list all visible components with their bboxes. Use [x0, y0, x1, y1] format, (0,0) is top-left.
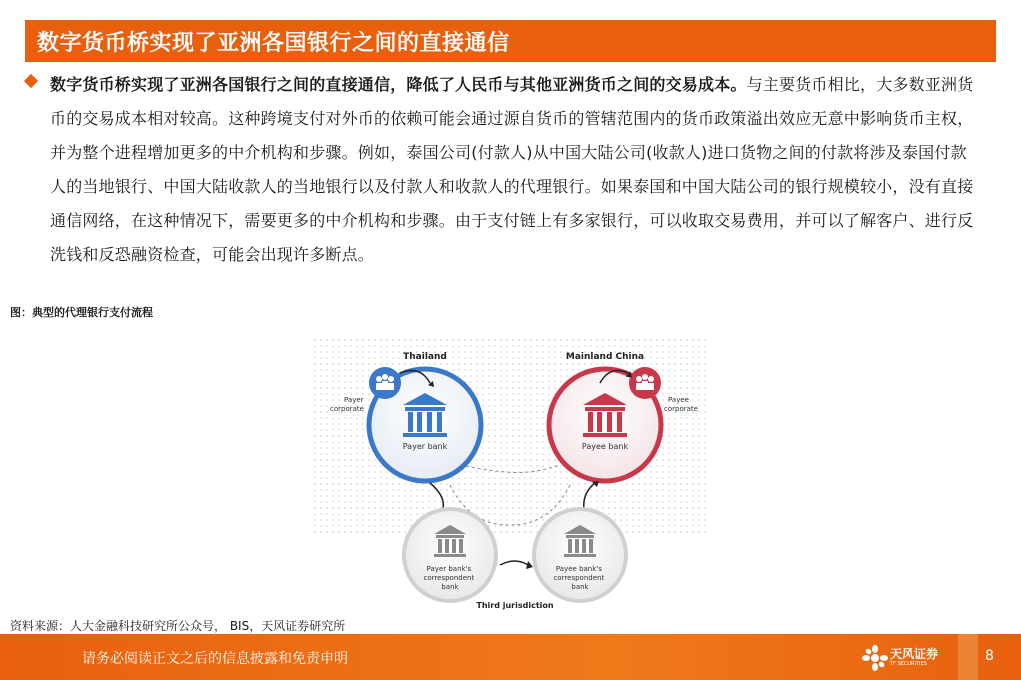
- body-text: 与主要货币相比，大多数亚洲货币的交易成本相对较高。这种跨境支付对外币的依赖可能会通过源自货币的管辖范围内的货币政策溢出效应无意中影响货币主权，并为整个进程增加更多的中介机构和步骤。例如，泰国公司(付款人)从中国大陆公司(收款人)进口货物之间的付款将涉及泰国付款人的当地银行、中国大陆收款人的当地银行以及付款人和收款人的代理银行。如果泰国和中国大陆公司的银行规模较小，没有直接通信网络，在这种情况下，需要更多的中介机构和步骤。由于支付链上有多家银行，可以收取交易费用，并可以了解客户、进行反洗钱和反恐融资检查，可能会出现许多断点。: [50, 75, 974, 264]
- payee-corporate-label: Payee corporate: [664, 396, 698, 413]
- flower-logo-icon: [862, 645, 888, 671]
- thailand-label: Thailand: [403, 352, 447, 362]
- mainland-china-label: Mainland China: [565, 352, 645, 362]
- payee-correspondent-label: Payee bank's correspondent bank: [553, 565, 605, 591]
- page-tab: [958, 634, 978, 680]
- third-jurisdiction-label: Third jurisdiction: [476, 601, 554, 610]
- payee-bank-label: Payee bank: [581, 442, 629, 451]
- correspondent-banking-diagram: [300, 325, 720, 615]
- payer-corporate-icon: [369, 367, 401, 399]
- page-title: 数字货币桥实现了亚洲各国银行之间的直接通信: [37, 31, 510, 56]
- payer-bank-label: Payer bank: [402, 442, 448, 451]
- payee-correspondent-node: [534, 509, 626, 601]
- payer-corporate-label: Payer corporate: [330, 396, 364, 413]
- logo-subtitle: TF SECURITIES: [890, 661, 927, 667]
- body-paragraph: [50, 68, 980, 272]
- diamond-bullet-icon: [24, 74, 38, 88]
- payer-correspondent-node: [404, 509, 496, 601]
- bold-lead: 数字货币桥实现了亚洲各国银行之间的直接通信，降低了人民币与其他亚洲货币之间的交易成本。: [50, 75, 747, 94]
- footer-bar: [0, 634, 1021, 680]
- disclaimer-text: 请务必阅读正文之后的信息披露和免责申明: [82, 651, 348, 667]
- payee-corporate-icon: [629, 367, 661, 399]
- title-bar: [25, 20, 996, 62]
- arrow-correspondent-to-correspondent: [500, 561, 528, 565]
- source-note: 资料来源：人大金融科技研究所公众号， BIS，天风证券研究所: [10, 619, 346, 633]
- payer-correspondent-label: Payer bank's correspondent bank: [423, 565, 475, 591]
- logo-name: 天风证券: [890, 647, 939, 661]
- company-logo: [862, 642, 942, 674]
- page-number: 8: [985, 648, 994, 664]
- figure-caption: 图：典型的代理银行支付流程: [10, 306, 153, 319]
